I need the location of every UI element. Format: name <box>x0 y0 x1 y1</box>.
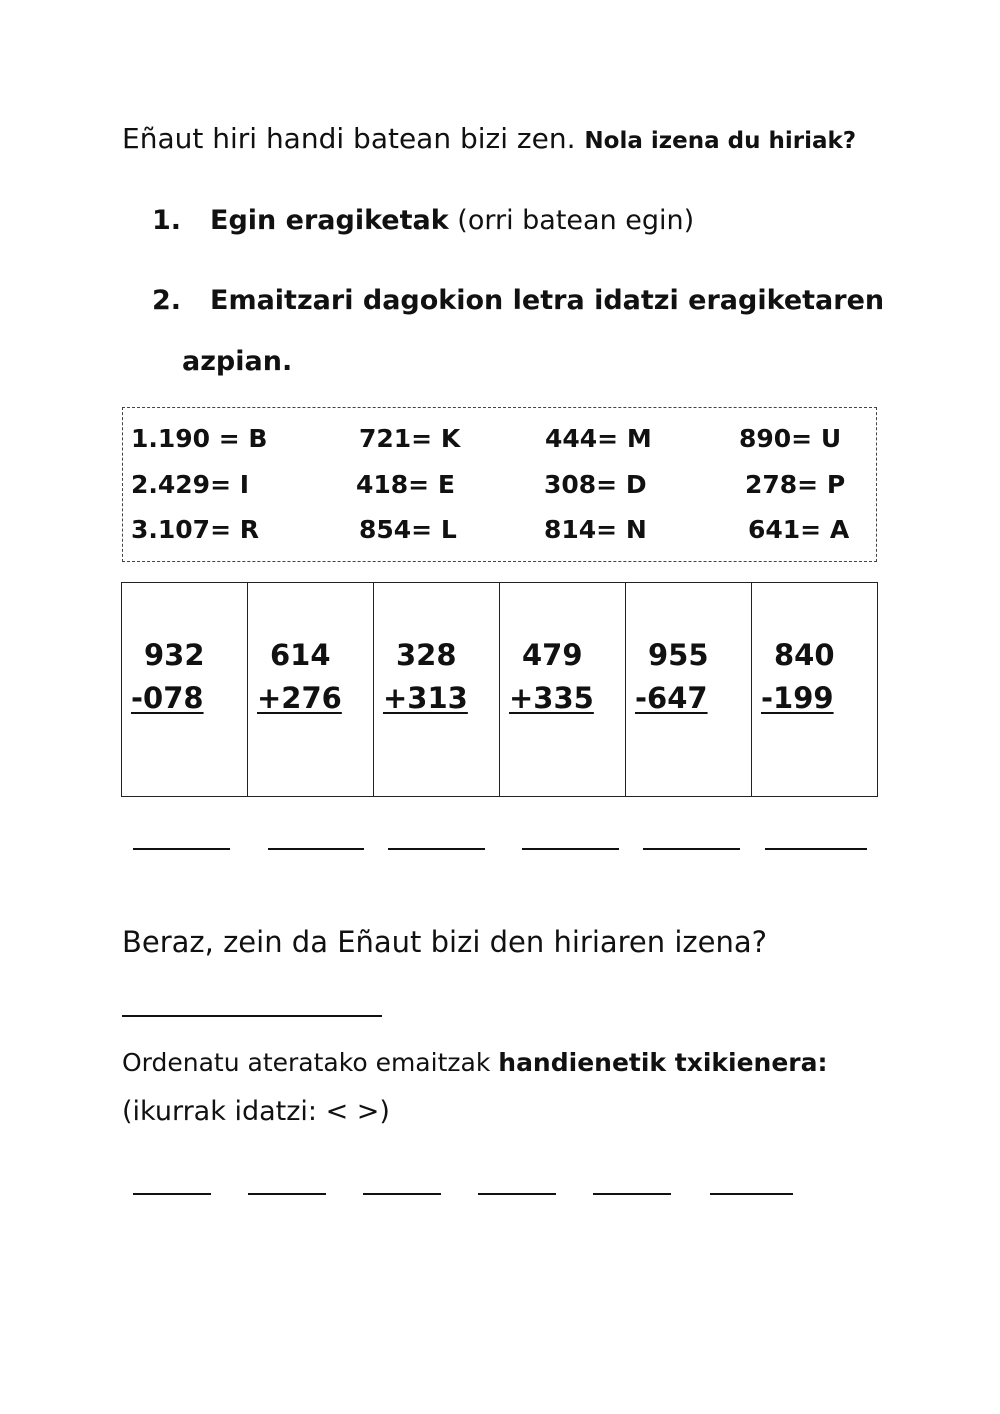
city-answer-blank[interactable] <box>122 1015 382 1017</box>
legend-entry: 814= N <box>544 515 647 544</box>
step-2-line1: Emaitzari dagokion letra idatzi eragiketaren <box>210 285 885 316</box>
order-answer-blank[interactable] <box>593 1193 671 1195</box>
letter-answer-blank[interactable] <box>522 848 619 850</box>
letter-answer-blank[interactable] <box>643 848 740 850</box>
symbols-hint: (ikurrak idatzi: < >) <box>122 1096 390 1127</box>
legend-entry: 721= K <box>359 424 461 453</box>
operation-cell <box>122 583 248 796</box>
operand-bottom: -078 <box>131 681 204 715</box>
legend-entry: 2.429= I <box>131 470 250 499</box>
step-1-number: 1. <box>152 205 182 236</box>
order-text: Ordenatu ateratako emaitzak <box>122 1048 491 1077</box>
operand-top: 840 <box>774 638 835 672</box>
operand-top: 932 <box>144 638 205 672</box>
order-answer-blank[interactable] <box>710 1193 793 1195</box>
operation-cell <box>374 583 500 796</box>
legend-entry: 308= D <box>544 470 647 499</box>
order-instruction <box>122 1048 828 1077</box>
operation-cell <box>500 583 626 796</box>
operand-top: 955 <box>648 638 709 672</box>
legend-box <box>122 407 877 562</box>
intro-line <box>122 122 856 155</box>
operand-top: 328 <box>396 638 457 672</box>
legend-entry: 1.190 = B <box>131 424 268 453</box>
order-answer-blank[interactable] <box>363 1193 441 1195</box>
operand-top: 614 <box>270 638 331 672</box>
step-1-bold: Egin eragiketak <box>210 205 449 236</box>
legend-entry: 890= U <box>739 424 842 453</box>
order-bold: handienetik txikienera: <box>498 1048 828 1077</box>
operation-cell <box>248 583 374 796</box>
step-2-number: 2. <box>152 285 182 316</box>
operand-bottom: -199 <box>761 681 834 715</box>
letter-answer-blank[interactable] <box>133 848 230 850</box>
order-answer-blank[interactable] <box>248 1193 326 1195</box>
operation-cell <box>626 583 752 796</box>
legend-entry: 854= L <box>359 515 457 544</box>
step-1-rest: (orri batean egin) <box>457 205 695 236</box>
intro-text: Eñaut hiri handi batean bizi zen. <box>122 122 576 155</box>
city-question: Beraz, zein da Eñaut bizi den hiriaren izena? <box>122 925 768 959</box>
operand-top: 479 <box>522 638 583 672</box>
operand-bottom: +313 <box>383 681 468 715</box>
order-answer-blank[interactable] <box>478 1193 556 1195</box>
legend-entry: 278= P <box>745 470 846 499</box>
letter-answer-blank[interactable] <box>388 848 485 850</box>
operand-bottom: -647 <box>635 681 708 715</box>
operand-bottom: +276 <box>257 681 342 715</box>
operation-cell <box>752 583 877 796</box>
step-2 <box>152 285 884 316</box>
intro-question: Nola izena du hiriak? <box>584 128 857 154</box>
legend-entry: 641= A <box>748 515 850 544</box>
operand-bottom: +335 <box>509 681 594 715</box>
step-2-line2: azpian. <box>182 346 293 377</box>
legend-entry: 418= E <box>356 470 455 499</box>
order-answer-blank[interactable] <box>133 1193 211 1195</box>
legend-entry: 3.107= R <box>131 515 259 544</box>
letter-answer-blank[interactable] <box>765 848 867 850</box>
letter-answer-blank[interactable] <box>268 848 364 850</box>
step-1 <box>152 205 694 236</box>
operations-table <box>121 582 878 797</box>
legend-entry: 444= M <box>545 424 652 453</box>
